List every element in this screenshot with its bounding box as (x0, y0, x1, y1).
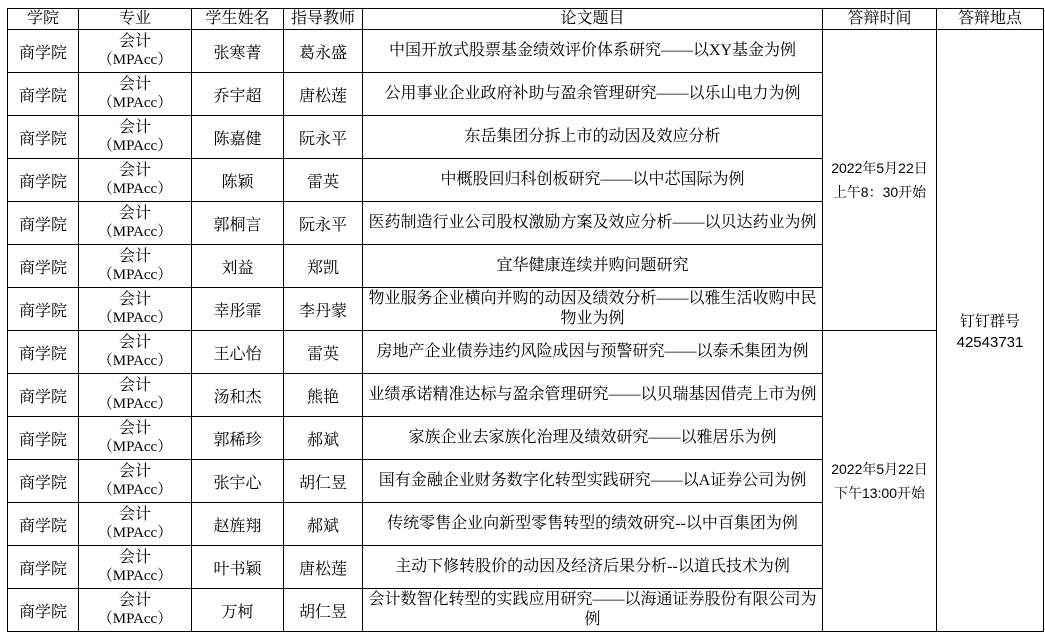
col-header-defense-time: 答辩时间 (823, 9, 937, 30)
major-cell (79, 374, 192, 417)
defense-time-cell-line2: 上午8：30开始 (832, 184, 927, 200)
major-abbreviation: （MPAcc） (97, 439, 173, 455)
major-cell (79, 417, 192, 460)
college-cell: 商学院 (8, 417, 79, 460)
major-abbreviation: （MPAcc） (97, 95, 173, 111)
major-name: 会计 (118, 549, 151, 566)
thesis-title-cell: 物业服务企业横向并购的动因及绩效分析——以雅生活收购中民物业为例 (363, 288, 823, 331)
advisor-cell: 阮永平 (284, 202, 363, 245)
student-name-cell: 陈嘉健 (192, 116, 284, 159)
defense-location-cell (937, 30, 1044, 632)
student-name-cell: 乔宇超 (192, 73, 284, 116)
thesis-title-cell: 中概股回归科创板研究——以中芯国际为例 (363, 159, 823, 202)
col-header-major: 专业 (79, 9, 192, 30)
college-cell: 商学院 (8, 374, 79, 417)
student-name-cell: 王心怡 (192, 331, 284, 374)
student-name-cell: 郭稀珍 (192, 417, 284, 460)
college-cell: 商学院 (8, 331, 79, 374)
advisor-cell: 郝斌 (284, 503, 363, 546)
thesis-title-cell: 国有金融企业财务数字化转型实践研究——以A证券公司为例 (363, 460, 823, 503)
college-cell: 商学院 (8, 116, 79, 159)
student-name-cell: 汤和杰 (192, 374, 284, 417)
major-abbreviation: （MPAcc） (97, 52, 173, 68)
defense-schedule-table (7, 8, 1044, 632)
major-cell (79, 202, 192, 245)
defense-time-cell-line2: 下午13:00开始 (833, 485, 926, 501)
major-name: 会计 (118, 592, 151, 609)
major-name: 会计 (118, 119, 151, 136)
defense-location-cell-line2: 42543731 (956, 334, 1024, 351)
major-abbreviation: （MPAcc） (97, 353, 173, 369)
advisor-cell: 胡仁昱 (284, 589, 363, 632)
major-cell (79, 589, 192, 632)
advisor-cell: 唐松莲 (284, 546, 363, 589)
defense-location-cell-line1: 钉钉群号 (959, 313, 1020, 330)
advisor-cell: 李丹蒙 (284, 288, 363, 331)
col-header-thesis-title: 论文题目 (363, 9, 823, 30)
advisor-cell: 雷英 (284, 159, 363, 202)
advisor-cell: 熊艳 (284, 374, 363, 417)
thesis-title-cell: 会计数智化转型的实践应用研究——以海通证券股份有限公司为例 (363, 589, 823, 632)
major-name: 会计 (118, 506, 151, 523)
student-name-cell: 幸彤霏 (192, 288, 284, 331)
major-cell (79, 546, 192, 589)
student-name-cell: 刘益 (192, 245, 284, 288)
college-cell: 商学院 (8, 460, 79, 503)
col-header-defense-location: 答辩地点 (937, 9, 1044, 30)
thesis-title-cell: 业绩承诺精准达标与盈余管理研究——以贝瑞基因借壳上市为例 (363, 374, 823, 417)
college-cell: 商学院 (8, 503, 79, 546)
advisor-cell: 葛永盛 (284, 30, 363, 73)
college-cell: 商学院 (8, 546, 79, 589)
thesis-title-cell: 房地产企业债券违约风险成因与预警研究——以泰禾集团为例 (363, 331, 823, 374)
advisor-cell: 郝斌 (284, 417, 363, 460)
major-abbreviation: （MPAcc） (97, 482, 173, 498)
thesis-title-cell: 中国开放式股票基金绩效评价体系研究——以XY基金为例 (363, 30, 823, 73)
college-cell: 商学院 (8, 202, 79, 245)
advisor-cell: 胡仁昱 (284, 460, 363, 503)
advisor-cell: 唐松莲 (284, 73, 363, 116)
advisor-cell: 郑凯 (284, 245, 363, 288)
thesis-title-cell: 宜华健康连续并购问题研究 (363, 245, 823, 288)
major-cell (79, 116, 192, 159)
thesis-title-cell: 家族企业去家族化治理及绩效研究——以雅居乐为例 (363, 417, 823, 460)
major-name: 会计 (118, 291, 151, 308)
table-row (8, 331, 1044, 374)
thesis-title-cell: 主动下修转股价的动因及经济后果分析--以道氏技术为例 (363, 546, 823, 589)
student-name-cell: 万柯 (192, 589, 284, 632)
major-cell (79, 460, 192, 503)
defense-time-cell (823, 30, 937, 331)
major-name: 会计 (118, 463, 151, 480)
major-cell (79, 503, 192, 546)
major-cell (79, 30, 192, 73)
major-abbreviation: （MPAcc） (97, 611, 173, 627)
thesis-title-cell: 东岳集团分拆上市的动因及效应分析 (363, 116, 823, 159)
student-name-cell: 张宇心 (192, 460, 284, 503)
thesis-title-cell: 公用事业企业政府补助与盈余管理研究——以乐山电力为例 (363, 73, 823, 116)
student-name-cell: 赵旌翔 (192, 503, 284, 546)
major-name: 会计 (118, 377, 151, 394)
major-name: 会计 (118, 420, 151, 437)
col-header-advisor: 指导教师 (284, 9, 363, 30)
major-name: 会计 (118, 205, 151, 222)
college-cell: 商学院 (8, 30, 79, 73)
major-cell (79, 73, 192, 116)
major-abbreviation: （MPAcc） (97, 568, 173, 584)
thesis-title-cell: 传统零售企业向新型零售转型的绩效研究--以中百集团为例 (363, 503, 823, 546)
major-abbreviation: （MPAcc） (97, 310, 173, 326)
col-header-student-name: 学生姓名 (192, 9, 284, 30)
major-abbreviation: （MPAcc） (97, 267, 173, 283)
college-cell: 商学院 (8, 245, 79, 288)
major-cell (79, 331, 192, 374)
header-row (8, 9, 1044, 30)
major-abbreviation: （MPAcc） (97, 525, 173, 541)
advisor-cell: 阮永平 (284, 116, 363, 159)
student-name-cell: 叶书颖 (192, 546, 284, 589)
advisor-cell: 雷英 (284, 331, 363, 374)
college-cell: 商学院 (8, 159, 79, 202)
student-name-cell: 郭桐言 (192, 202, 284, 245)
col-header-college: 学院 (8, 9, 79, 30)
major-name: 会计 (118, 334, 151, 351)
major-abbreviation: （MPAcc） (97, 224, 173, 240)
defense-time-cell-line1: 2022年5月22日 (831, 160, 928, 176)
major-abbreviation: （MPAcc） (97, 396, 173, 412)
major-name: 会计 (118, 162, 151, 179)
major-cell (79, 245, 192, 288)
defense-time-cell (823, 331, 937, 632)
table-row (8, 30, 1044, 73)
student-name-cell: 张寒菁 (192, 30, 284, 73)
major-name: 会计 (118, 76, 151, 93)
college-cell: 商学院 (8, 288, 79, 331)
major-abbreviation: （MPAcc） (97, 138, 173, 154)
major-name: 会计 (118, 33, 151, 50)
thesis-title-cell: 医药制造行业公司股权激励方案及效应分析——以贝达药业为例 (363, 202, 823, 245)
major-name: 会计 (118, 248, 151, 265)
defense-time-cell-line1: 2022年5月22日 (831, 461, 928, 477)
major-cell (79, 288, 192, 331)
major-cell (79, 159, 192, 202)
student-name-cell: 陈颖 (192, 159, 284, 202)
college-cell: 商学院 (8, 589, 79, 632)
major-abbreviation: （MPAcc） (97, 181, 173, 197)
college-cell: 商学院 (8, 73, 79, 116)
